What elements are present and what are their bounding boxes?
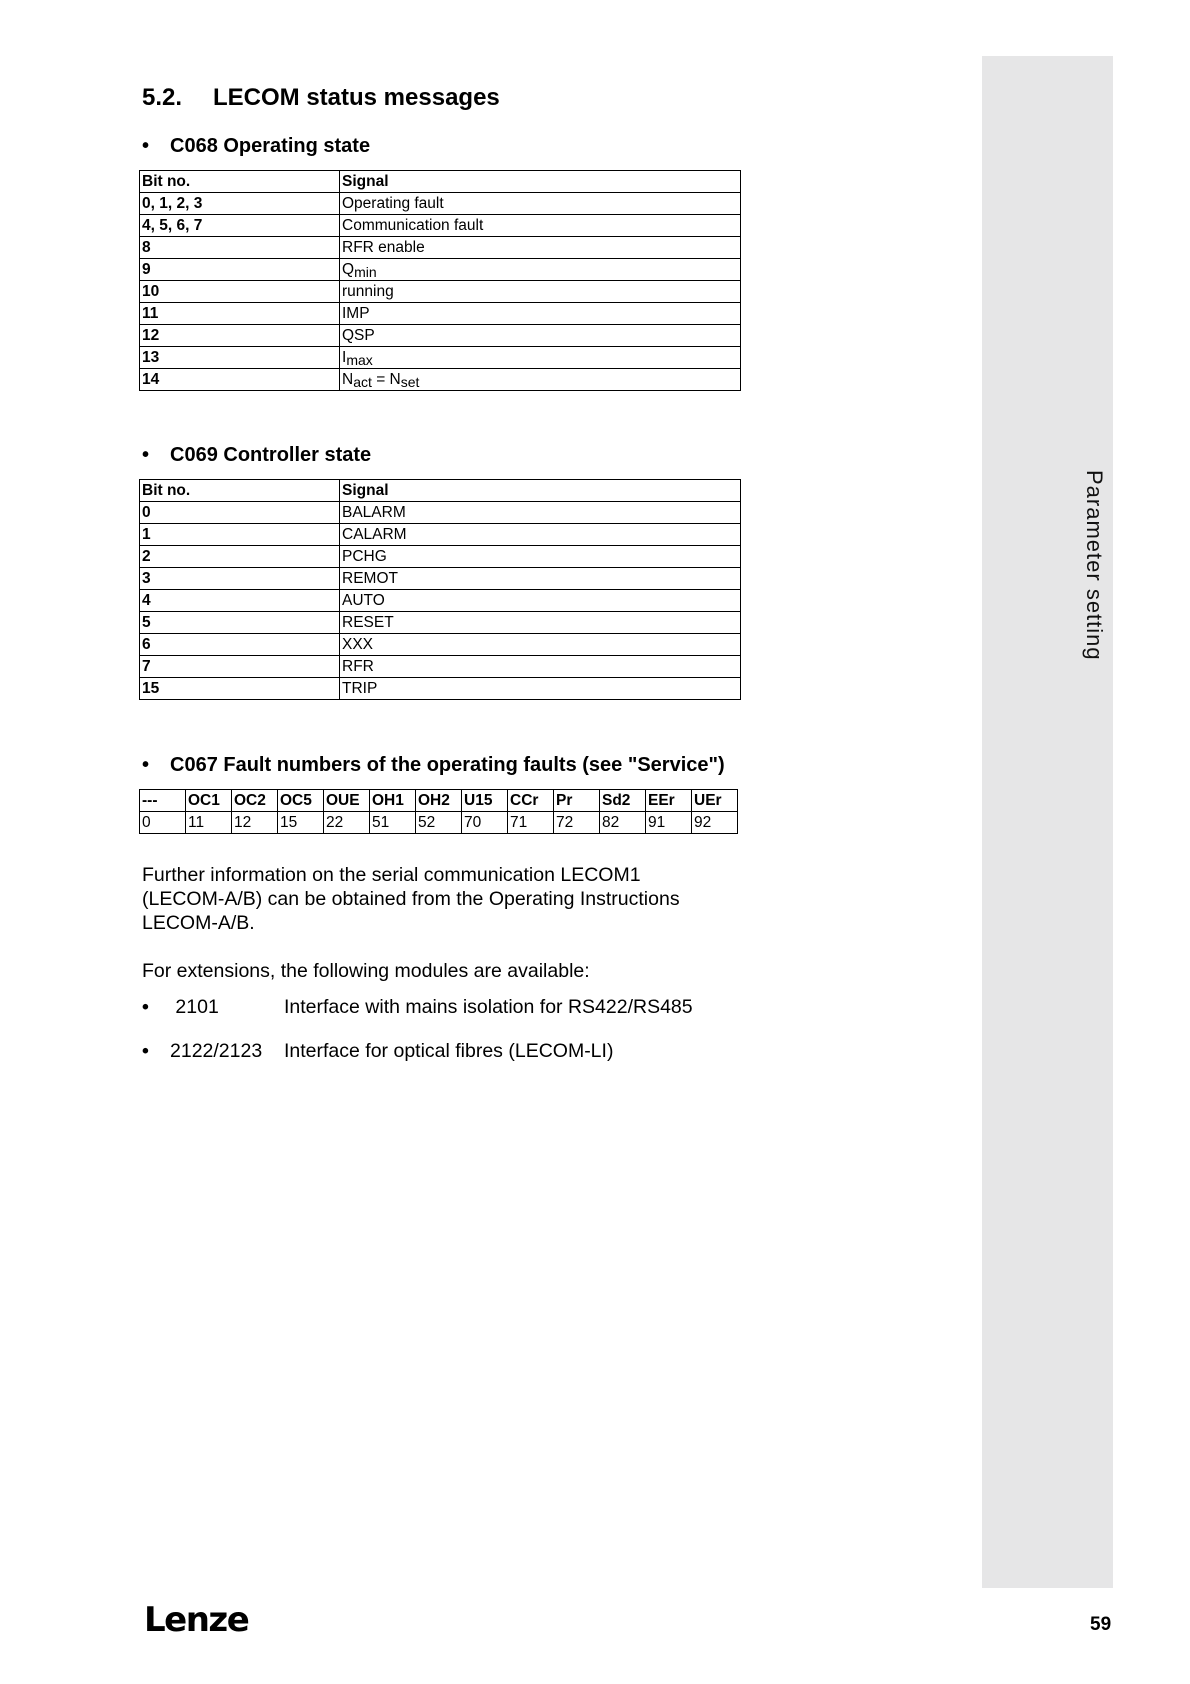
fault-code-cell: OUE [324, 790, 370, 812]
bit-cell: 4, 5, 6, 7 [140, 215, 340, 237]
table-row [140, 524, 741, 546]
table-header-row [140, 480, 741, 502]
side-tab-label: Parameter setting [1082, 470, 1107, 661]
signal-cell: BALARM [340, 502, 741, 524]
info-line: LECOM-A/B. [142, 912, 255, 934]
table-row [140, 546, 741, 568]
c069-title: • C069 Controller state [142, 444, 372, 466]
bit-cell: 5 [140, 612, 340, 634]
table-row [140, 656, 741, 678]
bullet-icon: • [142, 1040, 149, 1062]
bit-cell: 0 [140, 502, 340, 524]
table-row [140, 215, 741, 237]
fault-code-cell: OC1 [186, 790, 232, 812]
signal-subscript: act [353, 374, 372, 390]
fault-code-cell: EEr [646, 790, 692, 812]
signal-cell: CALARM [340, 524, 741, 546]
fault-code-cell: Sd2 [600, 790, 646, 812]
c068-table [139, 170, 741, 391]
signal-cell: XXX [340, 634, 741, 656]
signal-cell: AUTO [340, 590, 741, 612]
info-line: Further information on the serial communication LECOM1 [142, 864, 641, 886]
table-row [140, 281, 741, 303]
fault-number-cell: 92 [692, 812, 738, 834]
fault-code-cell: OC5 [278, 790, 324, 812]
module-item [142, 995, 693, 1019]
module-description: Interface for optical fibres (LECOM-LI) [284, 1040, 614, 1062]
module-code: 2101 [170, 996, 219, 1018]
signal-cell: Communication fault [340, 215, 741, 237]
fault-number-cell: 52 [416, 812, 462, 834]
header-cell: Signal [340, 171, 741, 193]
fault-code-cell: UEr [692, 790, 738, 812]
header-cell: Bit no. [140, 480, 340, 502]
signal-subscript: min [354, 264, 377, 280]
page-number: 59 [1090, 1614, 1112, 1635]
fault-number-cell: 51 [370, 812, 416, 834]
signal-cell [340, 259, 741, 281]
signal-symbol: = N [371, 371, 401, 388]
table-row [140, 590, 741, 612]
bit-cell: 8 [140, 237, 340, 259]
signal-cell: RESET [340, 612, 741, 634]
fault-number-cell: 22 [324, 812, 370, 834]
table-row [140, 347, 741, 369]
table-row [140, 634, 741, 656]
signal-cell: RFR enable [340, 237, 741, 259]
lenze-logo: Lenze [144, 1600, 249, 1640]
module-code: 2122/2123 [170, 1040, 263, 1062]
table-row [140, 568, 741, 590]
fault-code-cell: OH1 [370, 790, 416, 812]
fault-code-cell: Pr [554, 790, 600, 812]
fault-code-cell: CCr [508, 790, 554, 812]
fault-code-row [140, 790, 738, 812]
fault-number-cell: 0 [140, 812, 186, 834]
signal-cell: QSP [340, 325, 741, 347]
fault-code-cell: --- [140, 790, 186, 812]
bit-cell: 4 [140, 590, 340, 612]
module-item [142, 1039, 613, 1063]
bullet-icon: • [142, 135, 150, 157]
signal-cell: REMOT [340, 568, 741, 590]
fault-number-cell: 15 [278, 812, 324, 834]
bit-cell: 15 [140, 678, 340, 700]
fault-number-row [140, 812, 738, 834]
bullet-icon: • [142, 444, 150, 466]
fault-number-cell: 12 [232, 812, 278, 834]
bit-cell: 11 [140, 303, 340, 325]
fault-code-cell: OH2 [416, 790, 462, 812]
fault-number-cell: 72 [554, 812, 600, 834]
table-header-row [140, 171, 741, 193]
signal-symbol: I [342, 349, 347, 366]
bullet-icon: • [142, 996, 149, 1018]
module-description: Interface with mains isolation for RS422/RS485 [284, 996, 693, 1018]
bit-cell: 10 [140, 281, 340, 303]
fault-number-cell: 82 [600, 812, 646, 834]
table-row [140, 612, 741, 634]
signal-subscript: max [346, 352, 373, 368]
signal-symbol: Q [342, 261, 355, 278]
signal-cell [340, 347, 741, 369]
side-tab-bar [982, 56, 1113, 1588]
signal-symbol: N [342, 371, 354, 388]
section-title: LECOM status messages [213, 84, 500, 111]
bit-cell: 0, 1, 2, 3 [140, 193, 340, 215]
info-paragraph [142, 863, 742, 935]
bit-cell: 14 [140, 369, 340, 391]
info-line: (LECOM-A/B) can be obtained from the Operating Instructions [142, 888, 680, 910]
fault-number-cell: 70 [462, 812, 508, 834]
bit-cell: 2 [140, 546, 340, 568]
signal-cell: PCHG [340, 546, 741, 568]
bit-cell: 3 [140, 568, 340, 590]
signal-cell: TRIP [340, 678, 741, 700]
bit-cell: 9 [140, 259, 340, 281]
signal-cell: running [340, 281, 741, 303]
signal-cell: RFR [340, 656, 741, 678]
fault-number-cell: 91 [646, 812, 692, 834]
header-cell: Signal [340, 480, 741, 502]
header-cell: Bit no. [140, 171, 340, 193]
table-row [140, 369, 741, 391]
c067-title: • C067 Fault numbers of the operating faults (see "Service") [142, 754, 725, 776]
table-row [140, 303, 741, 325]
bit-cell: 13 [140, 347, 340, 369]
table-row [140, 193, 741, 215]
section-number: 5.2. [142, 84, 183, 111]
fault-code-cell: OC2 [232, 790, 278, 812]
table-row [140, 259, 741, 281]
c069-table [139, 479, 741, 700]
fault-code-cell: U15 [462, 790, 508, 812]
signal-cell: IMP [340, 303, 741, 325]
bit-cell: 7 [140, 656, 340, 678]
table-row [140, 678, 741, 700]
bit-cell: 6 [140, 634, 340, 656]
table-row [140, 502, 741, 524]
fault-number-cell: 11 [186, 812, 232, 834]
table-row [140, 237, 741, 259]
bullet-icon: • [142, 754, 150, 776]
fault-number-cell: 71 [508, 812, 554, 834]
c068-title: • C068 Operating state [142, 135, 371, 157]
signal-cell [340, 369, 741, 391]
signal-cell: Operating fault [340, 193, 741, 215]
bit-cell: 12 [140, 325, 340, 347]
signal-subscript: set [400, 374, 420, 390]
bit-cell: 1 [140, 524, 340, 546]
c067-table [139, 789, 738, 834]
section-heading [142, 84, 500, 112]
table-row [140, 325, 741, 347]
extensions-intro: For extensions, the following modules are available: [142, 960, 590, 982]
